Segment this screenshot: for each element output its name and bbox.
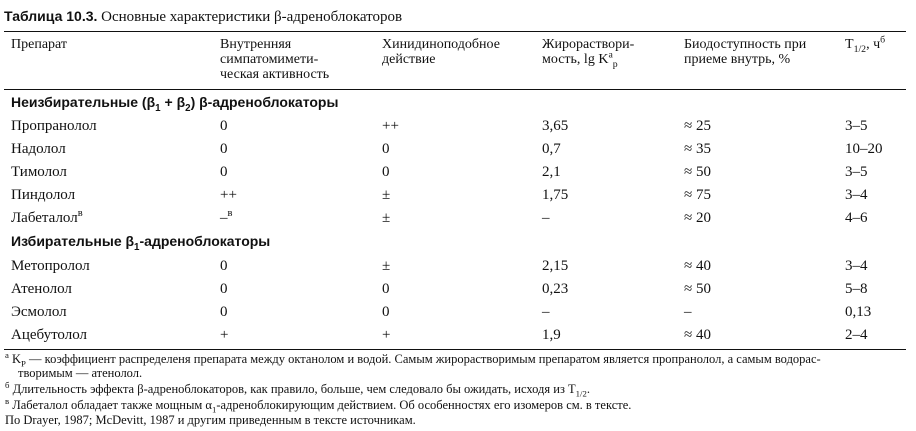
quinidine-value: 0 xyxy=(382,304,390,320)
bioavailability-value: ≈ 40 xyxy=(684,258,711,274)
drug-name: Атенолол xyxy=(11,281,72,297)
half-life-value: 3–4 xyxy=(845,258,868,274)
section-title-nonselective: Неизбирательные $(\beta_1 + \beta_2)$ β-адреноблокаторы xyxy=(11,94,339,114)
isa-value: 0 xyxy=(220,281,228,297)
half-life-value: 3–5 xyxy=(845,164,868,180)
half-life-value: 4–6 xyxy=(845,210,868,226)
isa-value: ++ xyxy=(220,187,237,203)
header-drug: Препарат xyxy=(11,37,67,52)
drug-name: Тимолол xyxy=(11,164,67,180)
isa-value: 0 xyxy=(220,258,228,274)
bioavailability-value: ≈ 35 xyxy=(684,141,711,157)
quinidine-value: ± xyxy=(382,258,391,274)
lipophilicity-value: 3,65 xyxy=(542,118,569,134)
half-life-value: 10–20 xyxy=(845,141,883,157)
half-life-value: 5–8 xyxy=(845,281,868,297)
table-title: Основные характеристики β-адреноблокаторов xyxy=(97,9,403,25)
bioavailability-value: ≈ 40 xyxy=(684,327,711,343)
lipophilicity-value: 0,23 xyxy=(542,281,569,297)
drug-name: Надолол xyxy=(11,141,66,157)
lipophilicity-value: 2,1 xyxy=(542,164,561,180)
bottom-rule xyxy=(4,349,906,350)
isa-value: –$^в$ xyxy=(220,208,233,226)
half-life-value: 0,13 xyxy=(845,304,872,320)
section-title-selective: Избирательные $\beta_1$-адреноблокаторы xyxy=(11,233,271,253)
header-bioavailability: Биодоступность при приеме внутрь, % xyxy=(684,37,807,67)
half-life-value: 3–5 xyxy=(845,118,868,134)
lipophilicity-value: 1,75 xyxy=(542,187,569,203)
drug-name: Ацебутолол xyxy=(11,327,88,343)
quinidine-value: 0 xyxy=(382,141,390,157)
drug-name: Метопролол xyxy=(11,258,90,274)
header-isa: Внутренняя симпатомимети- ческая активность xyxy=(220,37,330,82)
half-life-value: 3–4 xyxy=(845,187,868,203)
footnote-a-continued: творимым — атенолол. xyxy=(18,366,143,380)
drug-name: Пиндолол xyxy=(11,187,76,203)
quinidine-value: 0 xyxy=(382,281,390,297)
header-quinidine: Хинидиноподобное действие xyxy=(382,37,500,67)
drug-name: Эсмолол xyxy=(11,304,67,320)
table-caption xyxy=(4,8,402,26)
quinidine-value: ± xyxy=(382,210,391,226)
bioavailability-value: ≈ 50 xyxy=(684,281,711,297)
bioavailability-value: ≈ 50 xyxy=(684,164,711,180)
drug-name: Пропранолол xyxy=(11,118,97,134)
lipophilicity-value: 1,9 xyxy=(542,327,561,343)
lipophilicity-value: 2,15 xyxy=(542,258,569,274)
header-rule xyxy=(4,89,906,90)
footnote-a: $^а$ $K_P$ — коэффициент распределеня препарата между октанолом и водой. Самым жирорастворимым препаратом является пропранолол, а самым водорас- xyxy=(5,349,821,369)
footnote-b: $^б$ Длительность эффекта β-адреноблокаторов, как правило, больше, чем следовало бы ожидать, исходя из $T_{1/2}$. xyxy=(5,379,590,399)
lipophilicity-value: – xyxy=(542,210,550,226)
quinidine-value: ++ xyxy=(382,118,399,134)
header-half-life: $T_{1/2}$, $ч^б$ xyxy=(845,34,886,55)
source-note: По Drayer, 1987; McDevitt, 1987 и другим приведенным в тексте источникам. xyxy=(5,413,416,427)
table-number: Таблица 10.3. xyxy=(4,8,98,24)
quinidine-value: ± xyxy=(382,187,391,203)
isa-value: 0 xyxy=(220,164,228,180)
footnote-marker: в xyxy=(77,208,83,219)
top-rule xyxy=(4,31,906,32)
lipophilicity-value: – xyxy=(542,304,550,320)
lipophilicity-value: 0,7 xyxy=(542,141,561,157)
quinidine-value: 0 xyxy=(382,164,390,180)
drug-name: Лабеталол$^в$ xyxy=(11,208,83,226)
isa-value: 0 xyxy=(220,304,228,320)
bioavailability-value: ≈ 20 xyxy=(684,210,711,226)
half-life-value: 2–4 xyxy=(845,327,868,343)
bioavailability-value: ≈ 75 xyxy=(684,187,711,203)
isa-value: 0 xyxy=(220,141,228,157)
footnote-c: $^в$ Лабеталол обладает также мощным $\alpha_1$-адреноблокирующим действием. Об особенностях его изомеров см. в тексте. xyxy=(5,395,632,415)
quinidine-value: + xyxy=(382,327,391,343)
isa-value: + xyxy=(220,327,229,343)
footnote-marker: в xyxy=(227,208,233,219)
bioavailability-value: – xyxy=(684,304,692,320)
bioavailability-value: ≈ 25 xyxy=(684,118,711,134)
header-lipophilicity: Жирораствори- мость, $\lg K^а_р$ xyxy=(542,37,635,70)
isa-value: 0 xyxy=(220,118,228,134)
